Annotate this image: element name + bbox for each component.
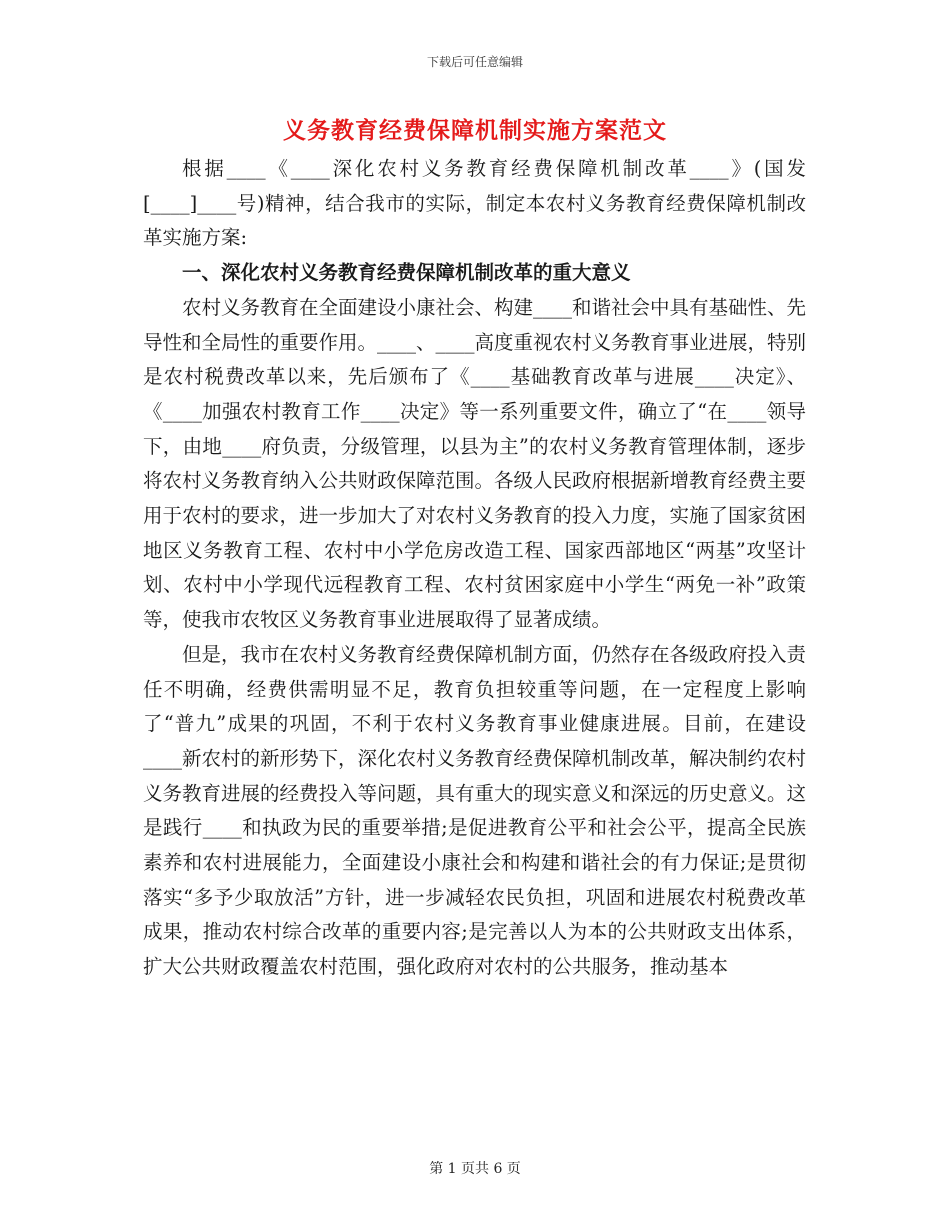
paragraph-intro: 根据____《____深化农村义务教育经费保障机制改革____》(国发[____]____号)精神，结合我市的实际，制定本农村义务教育经费保障机制改革实施方案: xyxy=(143,157,806,250)
section-heading: 一、深化农村义务教育经费保障机制改革的重大意义 xyxy=(182,261,631,285)
document-title: 义务教育经费保障机制实施方案范文 xyxy=(283,117,667,144)
page-number: 第 1 页共 6 页 xyxy=(429,1161,521,1177)
document-body xyxy=(143,152,806,985)
paragraph-significance: 农村义务教育在全面建设小康社会、构建____和谐社会中具有基础性、先导性和全局性的重要作用。____、____高度重视农村义务教育事业进展，特别是农村税费改革以来，先后颁布了《____基础教育改革与进展____决定》、《____加强农村教育工作____决定》等一系列重要文件，确立了“在____领导下，由地____府负责，分级管理，以县为主”的农村义务教育管理体制，逐步将农村义务教育纳入公共财政保障范围。各级人民政府根据新增教育经费主要用于农村的要求，进一步加大了对农村义务教育的投入力度，实施了国家贫困地区义务教育工程、农村中小学危房改造工程、国家西部地区“两基”攻坚计划、农村中小学现代远程教育工程、农村贫困家庭中小学生“两免一补”政策等，使我市农牧区义务教育事业进展取得了显著成绩。 xyxy=(143,295,807,632)
header-note: 下载后可任意编辑 xyxy=(426,55,523,69)
paragraph-problems: 但是，我市在农村义务教育经费保障机制方面，仍然存在各级政府投入责任不明确，经费供需明显不足，教育负担较重等问题，在一定程度上影响了“普九”成果的巩固，不利于农村义务教育事业健康进展。目前，在建设____新农村的新形势下，深化农村义务教育经费保障机制改革，解决制约农村义务教育进展的经费投入等问题，具有重大的现实意义和深远的历史意义。这是践行____和执政为民的重要举措;是促进教育公平和社会公平，提高全民族素养和农村进展能力，全面建设小康社会和构建和谐社会的有力保证;是贯彻落实“多予少取放活”方针，进一步减轻农民负担，巩固和进展农村税费改革成果，推动农村综合改革的重要内容;是完善以人为本的公共财政支出体系，扩大公共财政覆盖农村范围，强化政府对农村的公共服务，推动基本 xyxy=(143,642,807,979)
